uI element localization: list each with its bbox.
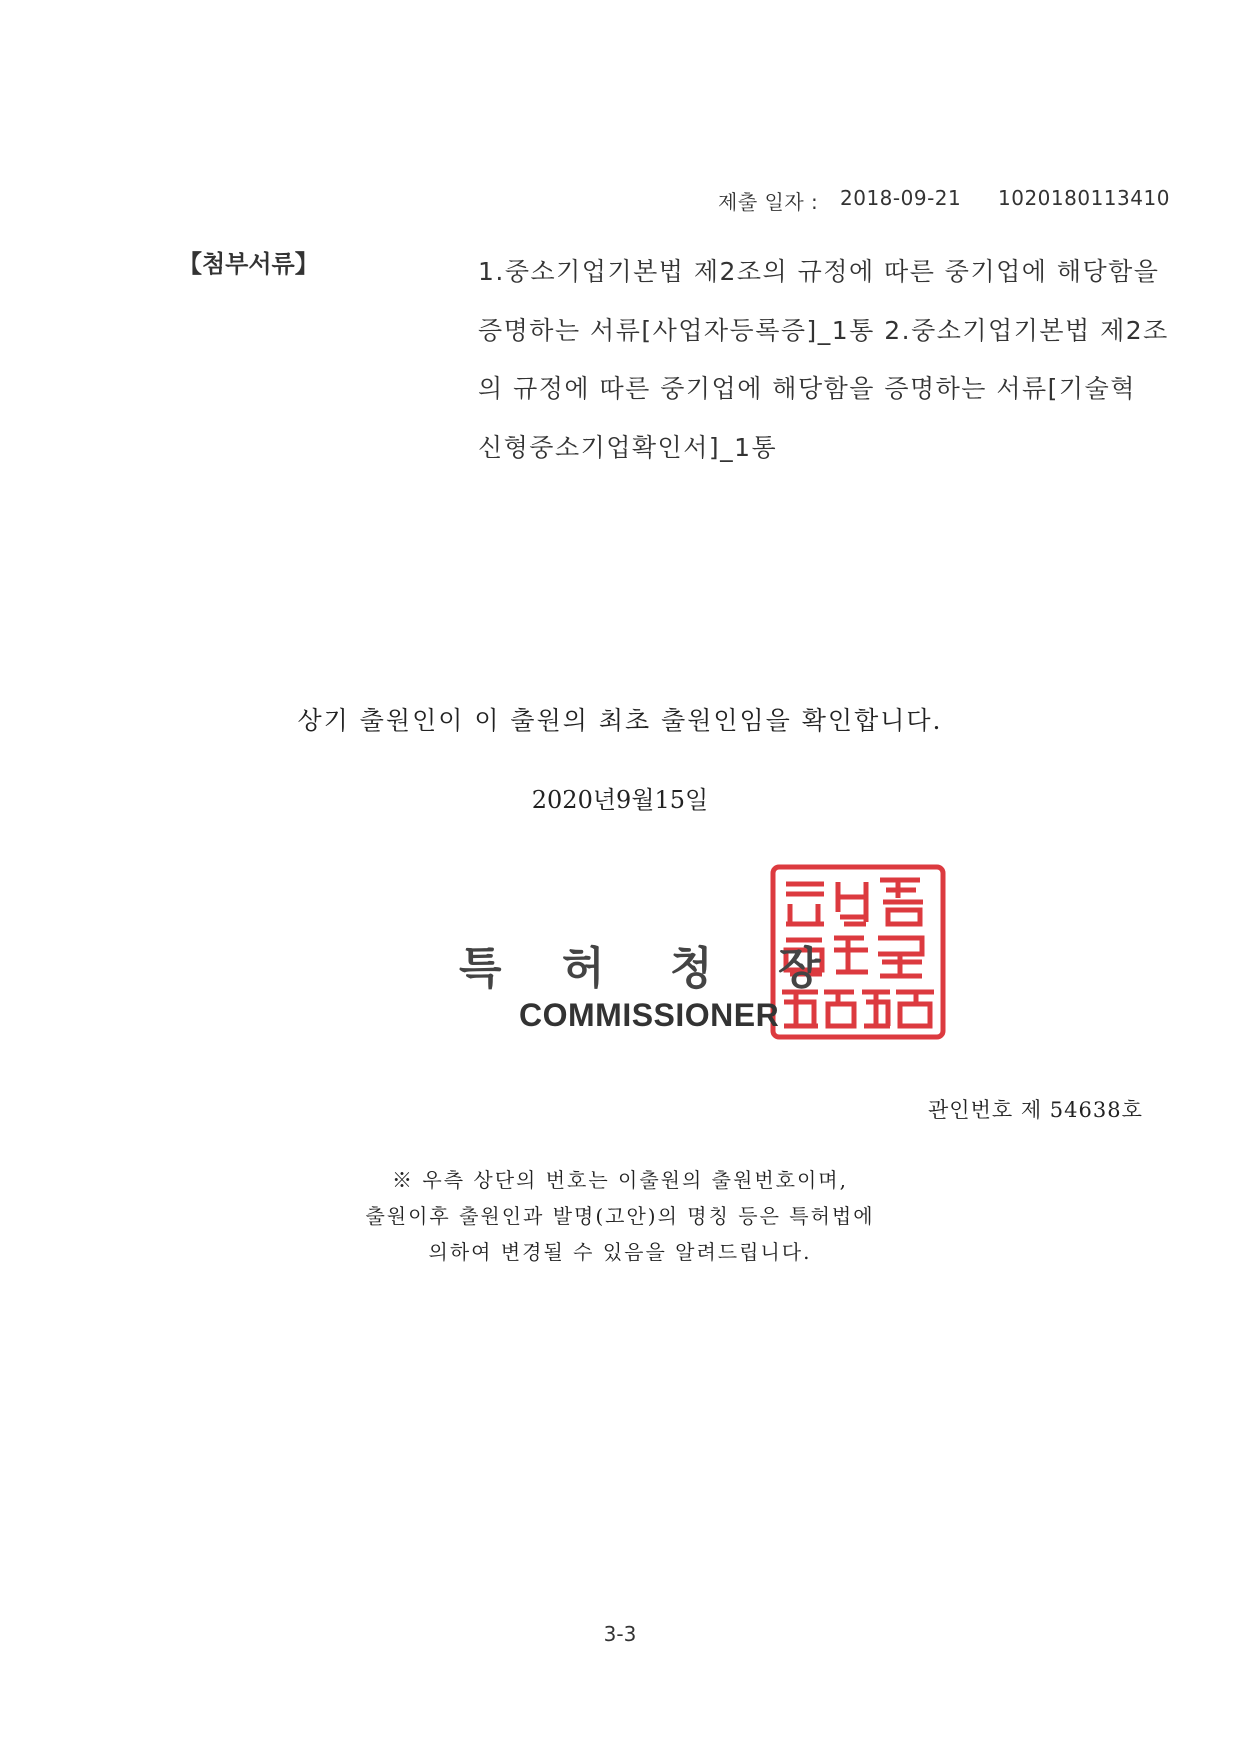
confirmation-statement: 상기 출원인이 이 출원의 최초 출원인임을 확인합니다. — [297, 706, 943, 735]
attachments-line: 신형중소기업확인서]_1통 — [478, 432, 778, 462]
notice-line: ※ 우측 상단의 번호는 이출원의 출원번호이며, — [392, 1168, 848, 1192]
attachments-body — [478, 243, 1169, 477]
filing-date-value: 2018-09-21 — [840, 186, 962, 210]
page-number: 3-3 — [603, 1622, 637, 1646]
commissioner-title-char: 청 — [670, 943, 713, 994]
attachments-line: 증명하는 서류[사업자등록증]_1통 2.중소기업기본법 제2조 — [478, 315, 1169, 345]
commissioner-title-char: 허 — [562, 943, 605, 994]
attachments-label: 【첨부서류】 — [178, 250, 319, 278]
filing-date-label: 제출 일자 : — [718, 190, 819, 214]
issue-date: 2020년9월15일 — [531, 786, 709, 814]
commissioner-title-char: 특 — [459, 943, 502, 994]
notice-line: 출원이후 출원인과 발명(고안)의 명칭 등은 특허법에 — [365, 1204, 875, 1228]
commissioner-title-english: COMMISSIONER — [519, 997, 780, 1033]
commissioner-title-char: 장 — [778, 943, 821, 994]
notice-line: 의하여 변경될 수 있음을 알려드립니다. — [428, 1240, 812, 1264]
application-number: 1020180113410 — [998, 186, 1170, 210]
attachments-line: 의 규정에 따른 중기업에 해당함을 증명하는 서류[기술혁 — [478, 374, 1136, 403]
seal-number: 관인번호 제 54638호 — [928, 1098, 1143, 1122]
attachments-line: 1.중소기업기본법 제2조의 규정에 따른 중기업에 해당함을 — [478, 257, 1160, 286]
